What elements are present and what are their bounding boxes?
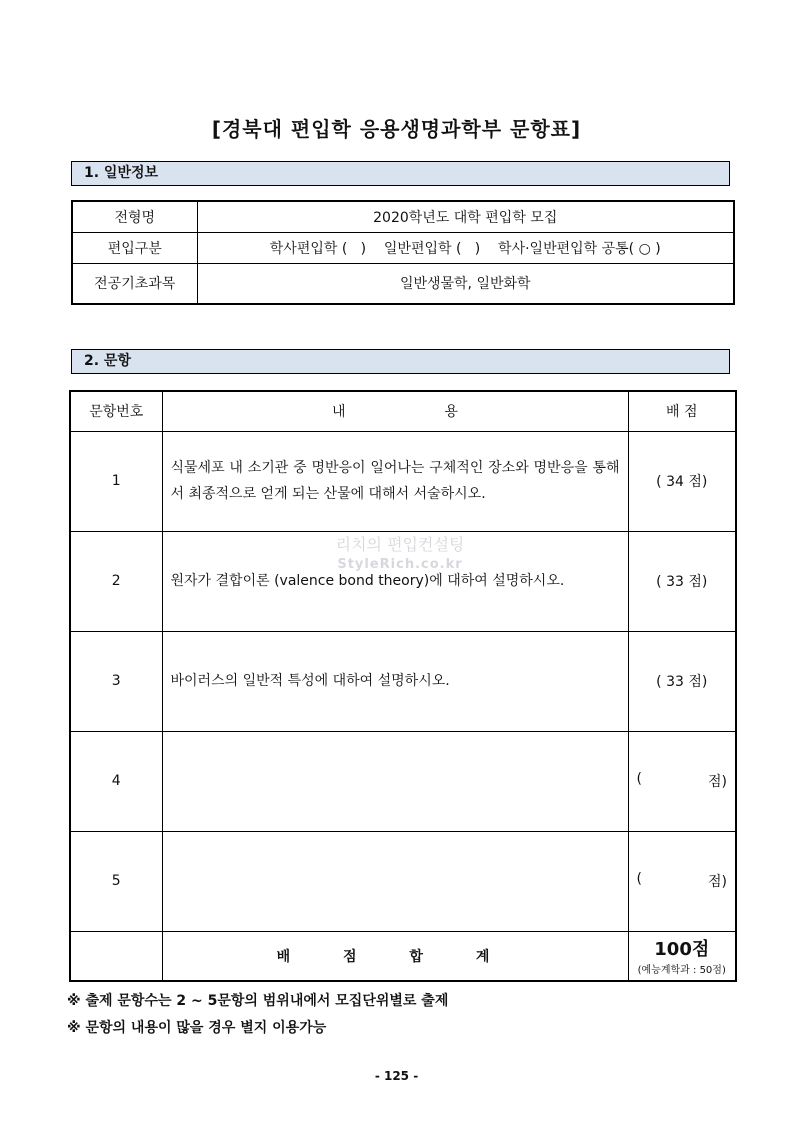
question-row-5: [70, 831, 736, 931]
watermark-line1: 리치의 편입컨설팅: [335, 535, 465, 554]
question-row-4: [70, 731, 736, 831]
question-score: [628, 831, 736, 931]
watermark: [300, 535, 500, 575]
info-row-subjects: [72, 263, 734, 304]
info-row-transfer-type: [72, 232, 734, 263]
score-close: 점): [708, 874, 727, 890]
question-content: [162, 831, 628, 931]
info-key: 전형명: [72, 201, 197, 232]
note-2: ※ 문항의 내용이 많을 경우 별지 이용가능: [67, 1020, 327, 1036]
score-open: (: [636, 771, 642, 787]
info-row-exam-name: [72, 201, 734, 232]
watermark-line2: StyleRich.co.kr: [337, 557, 463, 572]
questions-header-row: [70, 391, 736, 431]
question-score: ( 34 점): [628, 431, 736, 531]
question-num: 2: [70, 531, 162, 631]
header-score: 배 점: [628, 391, 736, 431]
score-close: 점): [708, 774, 727, 790]
header-content-left: 내: [331, 404, 346, 421]
question-num: 5: [70, 831, 162, 931]
question-score: ( 33 점): [628, 631, 736, 731]
question-content: 바이러스의 일반적 특성에 대하여 설명하시오.: [162, 631, 628, 731]
total-value: 100점: [654, 939, 710, 961]
total-empty-cell: [70, 931, 162, 981]
question-content: [162, 731, 628, 831]
score-open: (: [636, 871, 642, 887]
question-num: 4: [70, 731, 162, 831]
question-content: 식물세포 내 소기관 중 명반응이 일어나는 구체적인 장소와 명반응을 통해서 최종적으로 얻게 되는 산물에 대해서 서술하시오.: [162, 431, 628, 531]
info-value: 학사편입학 ( ) 일반편입학 ( ) 학사·일반편입학 공통( ○ ): [197, 232, 734, 263]
page-number: - 125 -: [374, 1069, 419, 1083]
question-row-3: [70, 631, 736, 731]
question-row-1: [70, 431, 736, 531]
question-score: [628, 731, 736, 831]
header-content: [162, 391, 628, 431]
info-value: 2020학년도 대학 편입학 모집: [197, 201, 734, 232]
section-general-info-header: 1. 일반정보: [71, 161, 730, 186]
total-score-cell: [628, 931, 736, 981]
total-row: [70, 931, 736, 981]
header-num: 문항번호: [70, 391, 162, 431]
question-score: ( 33 점): [628, 531, 736, 631]
total-label: 배 점 합 계: [162, 931, 628, 981]
info-key: 편입구분: [72, 232, 197, 263]
total-note: (예능계학과 : 50점): [637, 965, 726, 977]
question-num: 3: [70, 631, 162, 731]
section-questions-header: 2. 문항: [71, 349, 730, 374]
question-content: 원자가 결합이론 (valence bond theory)에 대하여 설명하시오.: [162, 531, 628, 631]
document-title: [경북대 편입학 응용생명과학부 문항표]: [211, 117, 582, 141]
questions-table: [69, 390, 737, 982]
question-num: 1: [70, 431, 162, 531]
note-1: ※ 출제 문항수는 2 ~ 5문항의 범위내에서 모집단위별로 출제: [67, 993, 449, 1009]
info-key: 전공기초과목: [72, 263, 197, 304]
general-info-table: [71, 200, 735, 305]
header-content-right: 용: [444, 404, 459, 421]
info-value: 일반생물학, 일반화학: [197, 263, 734, 304]
